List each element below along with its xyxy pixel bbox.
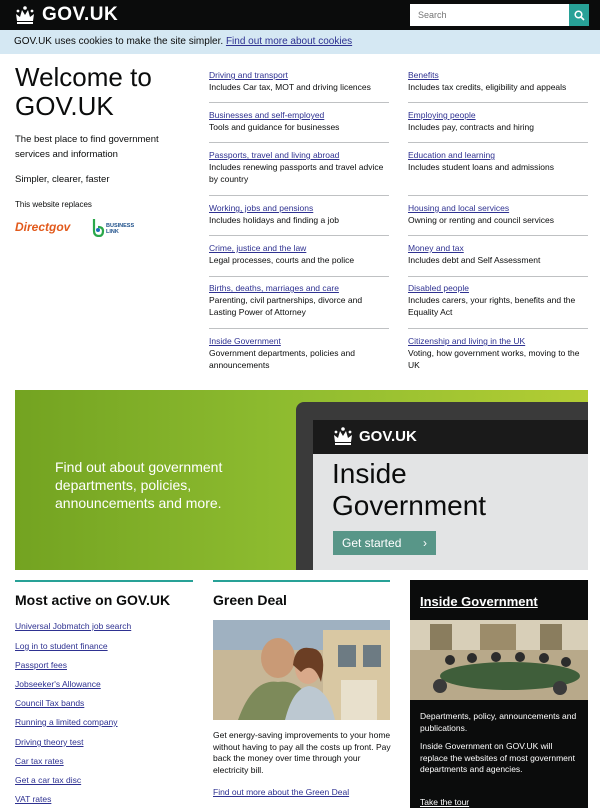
topic-link[interactable]: Passports, travel and living abroad [209, 150, 340, 160]
topic-link[interactable]: Housing and local services [408, 203, 510, 213]
most-active-link[interactable]: Get a car tax disc [15, 775, 82, 785]
topic-link[interactable]: Education and learning [408, 150, 495, 160]
most-active-link[interactable]: Universal Jobmatch job search [15, 621, 132, 631]
topic-money [408, 242, 588, 266]
banner-text: Find out about government departments, policies, announcements and more. [55, 459, 223, 511]
crown-icon [332, 426, 354, 446]
section-rule [15, 580, 193, 582]
green-deal-photo [213, 620, 390, 720]
topic-link[interactable]: Inside Government [209, 336, 281, 346]
cookie-link[interactable]: Find out more about cookies [225, 36, 353, 47]
cookie-text: GOV.UK uses cookies to make the site simpler. [14, 36, 224, 47]
most-active-link[interactable]: Driving theory test [15, 737, 84, 747]
topic-desc: Tools and guidance for businesses [209, 122, 340, 132]
topic-link[interactable]: Working, jobs and pensions [209, 203, 314, 213]
monitor-logo-text: GOV.UK [359, 427, 417, 445]
topic-working [209, 202, 389, 226]
green-deal-text: Get energy-saving improvements to your home without having to pay all the costs up front. Pay back the money over time through your electricity bill. [213, 730, 391, 775]
businesslink-logo-line1: BUSINESS [106, 223, 135, 229]
cookie-banner [0, 30, 600, 54]
inside-government-text: Departments, policy, announcements and publications. [420, 711, 577, 733]
logo-text: GOV.UK [42, 4, 119, 25]
divider [209, 142, 389, 143]
topic-link[interactable]: Crime, justice and the law [209, 243, 307, 253]
topic-desc: Includes debt and Self Assessment [408, 255, 541, 265]
topic-link[interactable]: Businesses and self-employed [209, 110, 325, 120]
most-active-link[interactable]: Jobseeker's Allowance [15, 679, 101, 689]
most-active-link[interactable]: Car tax rates [15, 756, 64, 766]
monitor-title: Inside Government [332, 458, 487, 521]
most-active-link[interactable]: Council Tax bands [15, 698, 85, 708]
green-deal-title: Green Deal [213, 592, 287, 608]
topic-desc: Includes carers, your rights, benefits and the Equality Act [408, 295, 576, 317]
divider [209, 276, 389, 277]
search-icon [574, 10, 585, 21]
search-input[interactable] [410, 4, 569, 26]
divider [408, 195, 588, 196]
divider [209, 328, 389, 329]
most-active-title: Most active on GOV.UK [15, 592, 171, 608]
get-started-label: Get started [342, 536, 402, 550]
topic-business [209, 109, 389, 133]
divider [209, 102, 389, 103]
replaces-label: This website replaces [15, 200, 92, 209]
divider [408, 102, 588, 103]
topic-crime [209, 242, 389, 266]
get-started-button[interactable] [333, 531, 436, 555]
take-the-tour-link[interactable]: Take the tour [420, 797, 470, 807]
topic-employing [408, 109, 588, 133]
divider [209, 235, 389, 236]
section-rule [213, 580, 390, 582]
topic-link[interactable]: Citizenship and living in the UK [408, 336, 526, 346]
most-active-link[interactable]: Running a limited company [15, 717, 118, 727]
topic-citizenship [408, 335, 588, 371]
most-active-link[interactable]: Passport fees [15, 660, 67, 670]
topic-inside-government [209, 335, 389, 371]
directgov-logo-text: Directgov [15, 220, 71, 234]
chevron-right-icon: › [423, 536, 427, 550]
most-active-link[interactable]: VAT rates [15, 794, 52, 804]
topic-births [209, 282, 389, 318]
topic-desc: Includes renewing passports and travel advice by country [209, 162, 384, 184]
divider [408, 142, 588, 143]
topic-desc: Includes pay, contracts and hiring [408, 122, 534, 132]
topic-link[interactable]: Benefits [408, 70, 439, 80]
tagline-secondary: Simpler, clearer, faster [15, 174, 110, 185]
topic-desc: Voting, how government works, moving to the UK [408, 348, 580, 370]
businesslink-logo-line2: LINK [106, 229, 119, 235]
page-title: Welcome to GOV.UK [15, 62, 152, 121]
topic-link[interactable]: Births, deaths, marriages and care [209, 283, 339, 293]
topic-driving [209, 69, 389, 93]
topic-desc: Includes tax credits, eligibility and appeals [408, 82, 567, 92]
directgov-logo [15, 220, 83, 234]
topic-link[interactable]: Money and tax [408, 243, 464, 253]
crown-icon [14, 5, 36, 25]
topic-benefits [408, 69, 588, 93]
topic-desc: Owning or renting and council services [408, 215, 554, 225]
monitor-logo [332, 426, 417, 446]
topic-link[interactable]: Disabled people [408, 283, 469, 293]
topic-desc: Includes student loans and admissions [408, 162, 555, 172]
businesslink-logo [88, 217, 138, 237]
topic-disabled [408, 282, 588, 318]
green-deal-link[interactable]: Find out more about the Green Deal [213, 787, 350, 797]
divider [408, 328, 588, 329]
divider [408, 235, 588, 236]
inside-government-description: Inside Government on GOV.UK will replace the websites of most government departments and agencies. [420, 741, 575, 774]
govuk-logo[interactable] [14, 4, 118, 26]
topic-desc: Parenting, civil partnerships, divorce and Lasting Power of Attorney [209, 295, 363, 317]
topic-link[interactable]: Driving and transport [209, 70, 288, 80]
topic-desc: Legal processes, courts and the police [209, 255, 355, 265]
topic-housing [408, 202, 588, 226]
topic-link[interactable]: Employing people [408, 110, 476, 120]
divider [408, 276, 588, 277]
site-header [0, 0, 600, 30]
topic-desc: Includes holidays and finding a job [209, 215, 339, 225]
topic-education [408, 149, 588, 173]
inside-government-photo [410, 620, 588, 700]
tagline: The best place to find government services and information [15, 134, 159, 160]
topic-desc: Includes Car tax, MOT and driving licences [209, 82, 371, 92]
topic-passports [209, 149, 389, 185]
divider [209, 195, 389, 196]
topic-desc: Government departments, policies and announcements [209, 348, 355, 370]
inside-government-link[interactable]: Inside Government [420, 594, 538, 609]
search-button[interactable] [569, 4, 589, 26]
most-active-link[interactable]: Log in to student finance [15, 641, 108, 651]
